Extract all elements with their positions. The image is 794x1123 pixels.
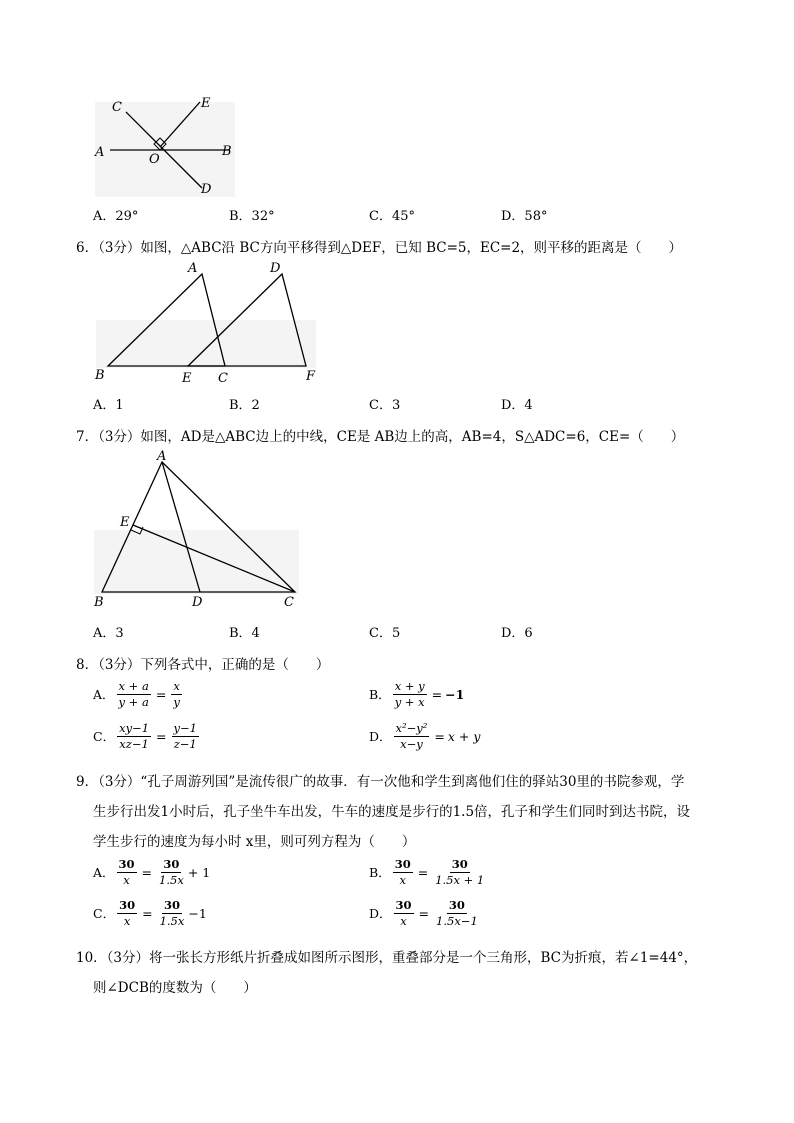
q9-option-b: B． $\frac{30}{x}$ = $\frac{30}{1.5x + 1}$ (369, 857, 485, 887)
label-A: A (95, 145, 105, 160)
q8-option-d: D． $\frac{\text{x²−y²}}{x-y}$ = x + y (369, 721, 481, 751)
label-E: E (201, 96, 211, 111)
figure-q6 (90, 258, 330, 386)
q8-option-a: A． $\frac{x + a}{y + a}$ = $\frac{x}{y}$ (93, 679, 180, 709)
label-F: F (306, 369, 316, 384)
question-10-line-1: 10．（3分）将一张长方形纸片折叠成如图所示图形，重叠部分是一个三角形，BC为折痕，若∠1=44°， (76, 950, 698, 966)
label-D: D (270, 261, 281, 276)
label-C: C (218, 371, 228, 386)
figure-q7 (90, 450, 305, 612)
question-10-line-2: 则∠DCB的度数为（ ） (93, 980, 257, 996)
q8-option-b: B． $\frac{x + y}{y + x}$ = −1 (369, 679, 465, 709)
label-C: C (112, 100, 122, 115)
label-O: O (149, 152, 160, 167)
question-7-text: 7．（3分）如图，AD是△ABC边上的中线，CE是 AB边上的高，AB=4，S△ADC=6，CE=（ ） (76, 429, 685, 445)
label-D: D (192, 595, 203, 610)
label-B: B (94, 595, 104, 610)
q5-option-b: B．32° (229, 209, 275, 224)
q7-option-c: C．5 (369, 626, 401, 641)
q7-option-d: D．6 (501, 626, 533, 641)
q9-option-a: A． $\frac{30}{x}$ = $\frac{30}{1.5x}$ + 1 (93, 857, 211, 887)
q6-option-b: B．2 (229, 398, 260, 413)
q5-option-d: D．58° (501, 209, 548, 224)
question-9-line-2: 生步行出发1小时后，孔子坐牛车出发，牛车的速度是步行的1.5倍，孔子和学生们同时到达书院，设 (93, 804, 691, 820)
label-D: D (201, 182, 212, 197)
label-E: E (120, 515, 130, 530)
q6-option-c: C．3 (369, 398, 401, 413)
label-E: E (182, 371, 192, 386)
label-A: A (188, 261, 198, 276)
q6-option-d: D．4 (501, 398, 533, 413)
q7-option-a: A．3 (93, 626, 124, 641)
label-B: B (95, 368, 105, 383)
question-6-text: 6．（3分）如图，△ABC沿 BC方向平移得到△DEF，已知 BC=5，EC=2，则平移的距离是（ ） (76, 240, 683, 256)
figure-q5 (90, 92, 240, 200)
q7-option-b: B．4 (229, 626, 260, 641)
question-9-line-3: 学生步行的速度为每小时 x里，则可列方程为（ ） (93, 834, 416, 850)
question-9-line-1: 9．（3分）“孔子周游列国”是流传很广的故事．有一次他和学生到离他们住的驿站30里的书院参观，学 (76, 774, 685, 790)
label-A: A (157, 450, 167, 464)
q9-option-d: D． $\frac{30}{x}$ = $\frac{30}{1.5x-1}$ (369, 898, 478, 928)
label-B: B (222, 144, 232, 159)
q5-option-a: A．29° (93, 209, 139, 224)
q9-option-c: C． $\frac{30}{x}$ = $\frac{30}{1.5x}$ −1 (93, 898, 207, 928)
q6-option-a: A．1 (93, 398, 124, 413)
question-8-text: 8．（3分）下列各式中，正确的是（ ） (76, 657, 330, 673)
q5-option-c: C．45° (369, 209, 415, 224)
label-C: C (284, 595, 294, 610)
q8-option-c: C． $\frac{xy-1}{xz-1}$ = $\frac{y-1}{z-1}$ (93, 721, 197, 751)
